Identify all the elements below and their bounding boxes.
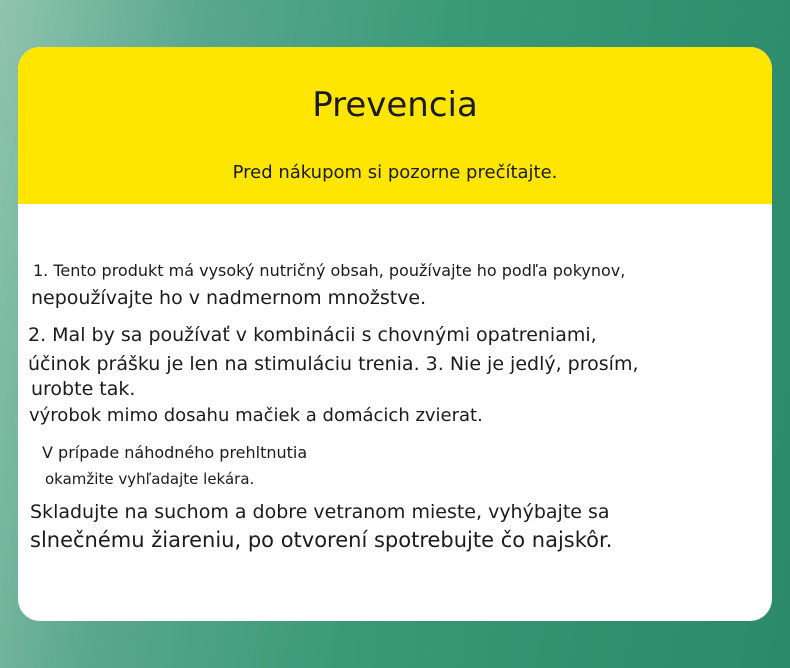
header-banner (18, 47, 772, 204)
instruction-2-line-3: urobte tak. (31, 378, 136, 400)
instruction-4-line-1: V prípade náhodného prehltnutia (42, 443, 308, 462)
page-subtitle: Pred nákupom si pozorne prečítajte. (232, 162, 558, 183)
page-title: Prevencia (312, 85, 478, 125)
instruction-2-line-1: 2. Mal by sa používať v kombinácii s chovnými opatreniami, (28, 324, 597, 346)
instruction-4-line-2: okamžite vyhľadajte lekára. (45, 470, 255, 488)
instruction-3-line-1: výrobok mimo dosahu mačiek a domácich zvierat. (29, 405, 483, 426)
instruction-1-line-2: nepoužívajte ho v nadmernom množstve. (31, 287, 427, 309)
prevention-card (18, 47, 772, 621)
instruction-5-line-2: slnečnému žiareniu, po otvorení spotrebujte čo najskôr. (30, 528, 613, 552)
instruction-5-line-1: Skladujte na suchom a dobre vetranom mieste, vyhýbajte sa (30, 501, 610, 523)
instruction-1-line-1: 1. Tento produkt má vysoký nutričný obsah, používajte ho podľa pokynov, (33, 261, 626, 280)
instruction-2-line-2: účinok prášku je len na stimuláciu trenia. 3. Nie je jedlý, prosím, (28, 353, 639, 375)
